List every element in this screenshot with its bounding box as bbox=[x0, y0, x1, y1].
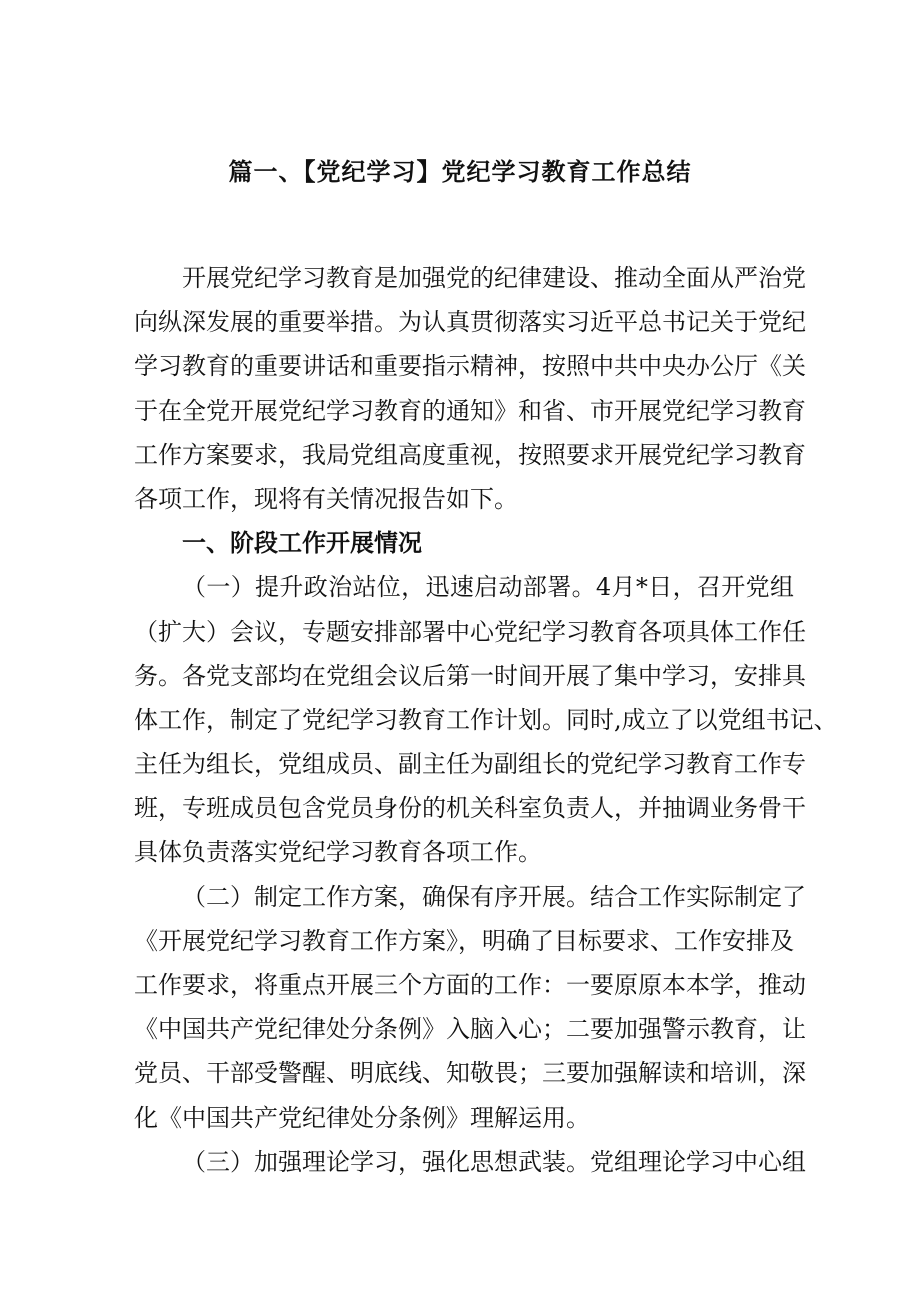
paragraph-line: （二）制定工作方案，确保有序开展。结合工作实际制定了 bbox=[182, 882, 806, 911]
paragraph-line: 工作方案要求，我局党组高度重视，按照要求开展党纪学习教育 bbox=[134, 440, 806, 469]
paragraph-line: 党员、干部受警醒、明底线、知敬畏；三要加强解读和培训，深 bbox=[134, 1059, 806, 1088]
paragraph-line: （三）加强理论学习，强化思想武装。党组理论学习中心组 bbox=[182, 1147, 806, 1176]
paragraph-line: 向纵深发展的重要举措。为认真贯彻落实习近平总书记关于党纪 bbox=[134, 308, 806, 337]
section-heading: 一、阶段工作开展情况 bbox=[182, 529, 422, 558]
paragraph-line: 主任为组长，党组成员、副主任为副组长的党纪学习教育工作专 bbox=[134, 750, 806, 779]
paragraph-line: 具体负责落实党纪学习教育各项工作。 bbox=[134, 838, 542, 867]
paragraph-line: 各项工作，现将有关情况报告如下。 bbox=[134, 484, 518, 513]
document-title: 篇一、【党纪学习】党纪学习教育工作总结 bbox=[228, 158, 692, 186]
paragraph-line: 体工作，制定了党纪学习教育工作计划。同时,成立了以党组书记、 bbox=[134, 705, 838, 734]
paragraph-line: （一）提升政治站位，迅速启动部署。4月*日，召开党组 bbox=[182, 573, 794, 602]
paragraph-line: 《中国共产党纪律处分条例》入脑入心；二要加强警示教育，让 bbox=[134, 1015, 806, 1044]
paragraph-line: 开展党纪学习教育是加强党的纪律建设、推动全面从严治党 bbox=[182, 264, 806, 292]
paragraph-line: 《开展党纪学习教育工作方案》，明确了目标要求、工作安排及 bbox=[134, 926, 794, 955]
paragraph-line: 化《中国共产党纪律处分条例》理解运用。 bbox=[134, 1103, 590, 1132]
paragraph-line: 班，专班成员包含党员身份的机关科室负责人，并抽调业务骨干 bbox=[134, 794, 806, 823]
document-body bbox=[134, 256, 838, 1184]
paragraph-line: 务。各党支部均在党组会议后第一时间开展了集中学习，安排具 bbox=[134, 661, 806, 690]
paragraph-line: 于在全党开展党纪学习教育的通知》和省、市开展党纪学习教育 bbox=[134, 396, 806, 425]
paragraph-line: 学习教育的重要讲话和重要指示精神，按照中共中央办公厅《关 bbox=[134, 352, 806, 381]
paragraph-line: 工作要求，将重点开展三个方面的工作：一要原原本本学，推动 bbox=[134, 971, 806, 999]
paragraph-line: （扩大）会议，专题安排部署中心党纪学习教育各项具体工作任 bbox=[134, 617, 806, 646]
